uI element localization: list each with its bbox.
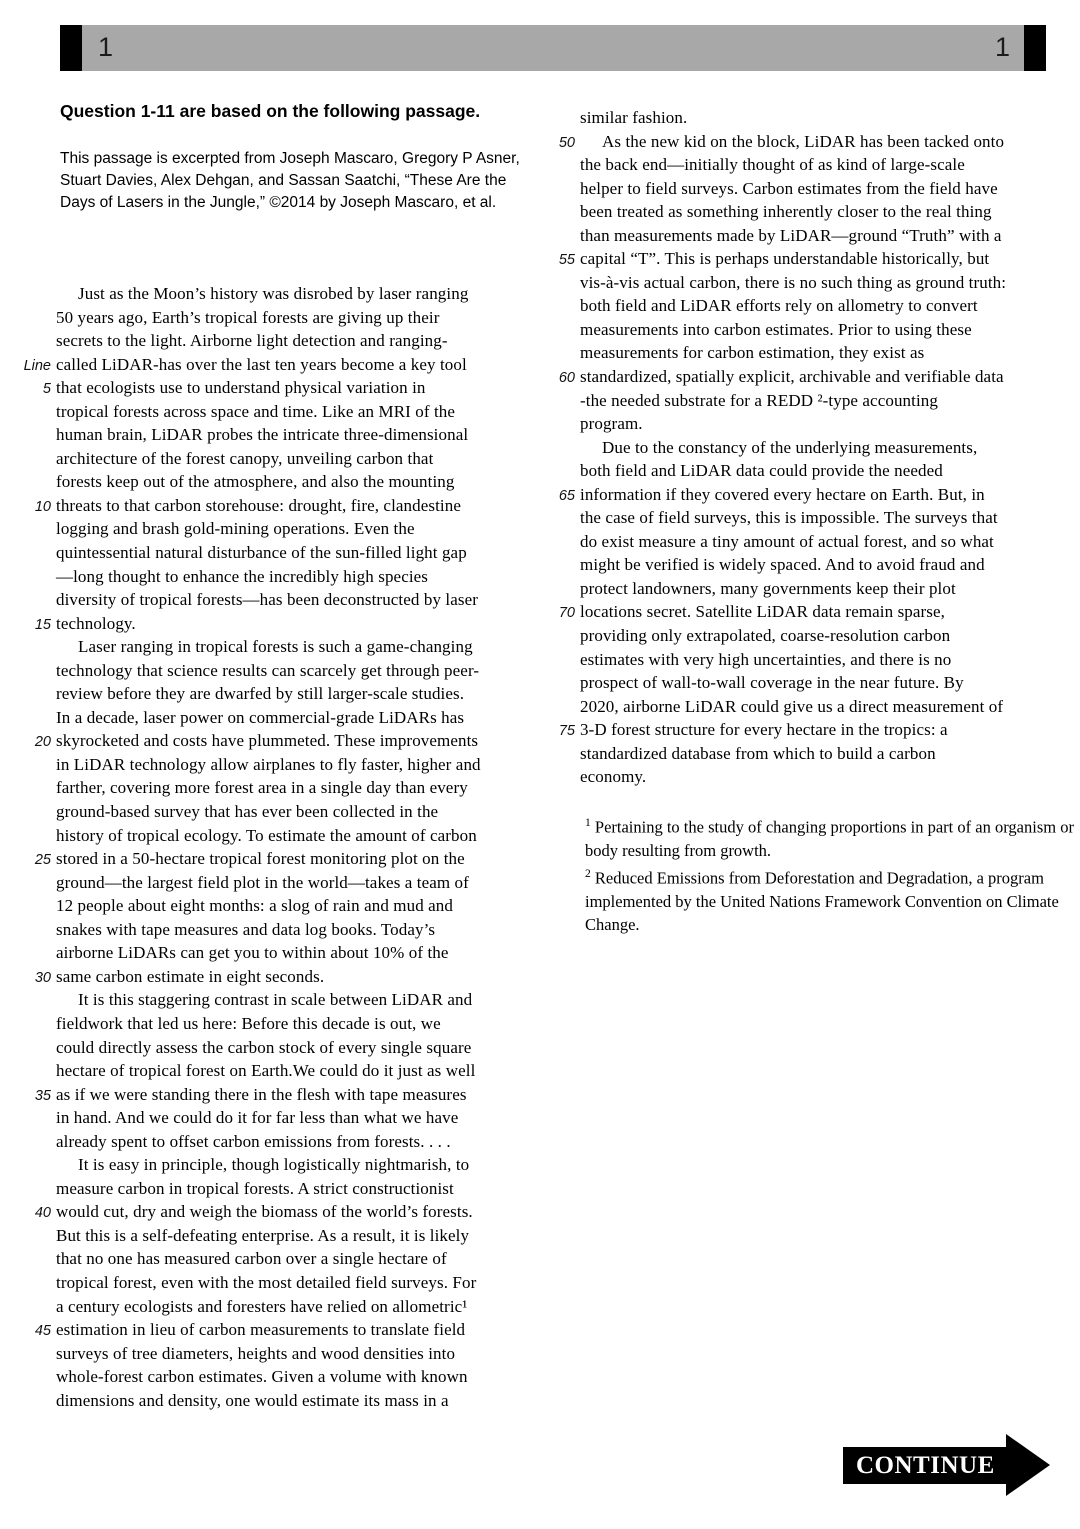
passage-line — [18, 590, 552, 614]
section-number-right: 1 — [994, 32, 1010, 62]
continue-button[interactable] — [843, 1434, 1050, 1496]
footnote-marker: 1 — [585, 817, 591, 829]
passage-line — [552, 485, 1080, 509]
passage-line — [552, 179, 1080, 203]
line-number: 15 — [34, 616, 51, 633]
passage-line — [18, 731, 552, 755]
passage-line — [18, 1061, 552, 1085]
passage-text: information if they covered every hectare on Earth. But, in — [580, 484, 985, 504]
passage-text: review before they are dwarfed by still larger-scale studies. — [56, 684, 465, 704]
passage-line — [18, 567, 552, 591]
passage-text: estimates with very high uncertainties, and there is no — [580, 649, 952, 669]
passage-line — [18, 1155, 552, 1179]
passage-text: In a decade, laser power on commercial-grade LiDARs has — [56, 707, 465, 727]
passage-line — [552, 555, 1080, 579]
passage-text: capital “T”. This is perhaps understandable historically, but — [580, 249, 990, 269]
line-number: 35 — [34, 1087, 51, 1104]
line-number: 10 — [34, 498, 51, 515]
passage-line — [552, 367, 1080, 391]
passage-line — [552, 414, 1080, 438]
passage-text: As the new kid on the block, LiDAR has been tacked onto — [602, 131, 1005, 151]
passage-line — [18, 543, 552, 567]
passage-text: that no one has measured carbon over a single hectare of — [56, 1249, 447, 1269]
passage-line — [18, 449, 552, 473]
passage-line — [18, 873, 552, 897]
passage-line — [18, 1038, 552, 1062]
passage-line — [18, 1014, 552, 1038]
passage-line — [18, 943, 552, 967]
passage-line — [552, 508, 1080, 532]
passage-line — [18, 1249, 552, 1273]
passage-line — [18, 378, 552, 402]
passage-line — [552, 673, 1080, 697]
passage-line — [552, 155, 1080, 179]
passage-line — [18, 708, 552, 732]
passage-text: ground—the largest field plot in the world—takes a team of — [56, 872, 469, 892]
section-number-left: 1 — [98, 32, 114, 62]
passage-text: protect landowners, many governments keep their plot — [580, 578, 956, 598]
passage-line — [552, 226, 1080, 250]
passage-text: whole-forest carbon estimates. Given a volume with known — [56, 1367, 468, 1387]
passage-text: similar fashion. — [580, 108, 688, 127]
line-number: 65 — [558, 487, 575, 504]
passage-text: both field and LiDAR efforts rely on allometry to convert — [580, 296, 978, 316]
passage-text: that ecologists use to understand physical variation in — [56, 378, 426, 398]
passage-line — [552, 202, 1080, 226]
passage-text: might be verified is widely spaced. And to avoid fraud and — [580, 555, 985, 575]
passage-text: surveys of tree diameters, heights and wood densities into — [56, 1343, 456, 1363]
passage-text: diversity of tropical forests—has been deconstructed by laser — [56, 590, 478, 610]
passage-line — [18, 472, 552, 496]
passage-text: skyrocketed and costs have plummeted. These improvements — [56, 731, 479, 751]
passage-text: Due to the constancy of the underlying measurements, — [602, 437, 978, 457]
footnote: $^2$ Reduced Emissions from Deforestation and Degradation, a program implemented by the United Nations Framework Convention on Climate Change. — [585, 867, 1059, 934]
passage-text: both field and LiDAR data could provide the needed — [580, 461, 943, 481]
passage-line — [18, 1085, 552, 1109]
passage-text: prospect of wall-to-wall coverage in the near future. By — [580, 673, 964, 693]
passage-text: logging and brash gold-mining operations. Even the — [56, 519, 415, 539]
passage-text: standardized database from which to build a carbon — [580, 743, 936, 763]
passage-text: —long thought to enhance the incredibly high species — [56, 566, 429, 586]
passage-line — [552, 744, 1080, 768]
passage-text: measurements into carbon estimates. Prior to using these — [580, 319, 972, 339]
passage-line — [18, 1391, 552, 1415]
passage-text: as if we were standing there in the flesh with tape measures — [56, 1084, 467, 1104]
footnote-marker: 2 — [585, 867, 591, 880]
passage-text: airborne LiDARs can get you to within about 10% of the — [56, 943, 449, 963]
passage-line — [552, 296, 1080, 320]
header-end-cap-left — [60, 25, 82, 71]
passage-line — [18, 967, 552, 991]
passage-text: ground-based survey that has ever been collected in the — [56, 802, 439, 822]
passage-line — [18, 402, 552, 426]
passage-line — [552, 108, 1080, 132]
line-number: 20 — [34, 734, 51, 751]
passage-text: architecture of the forest canopy, unveiling carbon that — [56, 448, 434, 468]
passage-line — [18, 1179, 552, 1203]
passage-line — [18, 355, 552, 379]
passage-line — [18, 826, 552, 850]
passage-text: standardized, spatially explicit, archivable and verifiable data — [580, 367, 1004, 387]
passage-line — [18, 849, 552, 873]
passage-text: program. — [580, 414, 643, 434]
line-number: 30 — [34, 969, 51, 986]
passage-text: secrets to the light. Airborne light detection and ranging- — [56, 331, 448, 351]
passage-text: technology that science results can scarcely get through peer- — [56, 660, 480, 680]
passage-line — [18, 614, 552, 638]
passage-text: in LiDAR technology allow airplanes to fly faster, higher and — [56, 754, 481, 774]
passage-line — [552, 391, 1080, 415]
passage-line — [552, 720, 1080, 744]
passage-text: quintessential natural disturbance of the sun-filled light gap — [56, 543, 467, 563]
passage-line — [552, 320, 1080, 344]
passage-text: stored in a 50-hectare tropical forest monitoring plot on the — [56, 849, 465, 869]
passage-text: It is easy in principle, though logistically nightmarish, to — [78, 1155, 470, 1175]
passage-text: human brain, LiDAR probes the intricate three-dimensional — [56, 425, 469, 445]
line-number: 55 — [558, 252, 575, 269]
passage-text: the back end—initially thought of as kind of large-scale — [580, 155, 965, 175]
passage-text: snakes with tape measures and data log books. Today’s — [56, 919, 436, 939]
passage-line — [552, 579, 1080, 603]
passage-line — [552, 532, 1080, 556]
passage-line — [18, 684, 552, 708]
passage-line — [552, 438, 1080, 462]
passage-text: Just as the Moon’s history was disrobed by laser ranging — [78, 284, 469, 303]
passage-text: economy. — [580, 767, 647, 787]
section-header-bar — [60, 25, 1046, 71]
passage-line — [552, 461, 1080, 485]
passage-text: tropical forest, even with the most detailed field surveys. For — [56, 1272, 477, 1292]
passage-text: a century ecologists and foresters have relied on allometric¹ — [56, 1296, 468, 1316]
line-number: 25 — [34, 852, 51, 869]
passage-line — [552, 626, 1080, 650]
passage-footnotes — [585, 812, 1080, 937]
passage-text: history of tropical ecology. To estimate the amount of carbon — [56, 825, 477, 845]
line-number: 70 — [558, 605, 575, 622]
passage-text: measurements for carbon estimation, they exist as — [580, 343, 925, 363]
passage-line — [552, 650, 1080, 674]
line-number: 40 — [34, 1205, 51, 1222]
passage-text: It is this staggering contrast in scale between LiDAR and — [78, 990, 473, 1010]
passage-right-column — [552, 108, 1080, 791]
passage-line — [18, 284, 552, 308]
passage-line — [552, 273, 1080, 297]
passage-line — [552, 343, 1080, 367]
passage-line — [18, 1344, 552, 1368]
passage-text: technology. — [56, 613, 136, 633]
passage-text: in hand. And we could do it for far less than what we have — [56, 1108, 459, 1128]
footnote: $^1$ Pertaining to the study of changing proportions in part of an organism or body resulting from growth. — [585, 817, 1074, 860]
passage-text: 50 years ago, Earth’s tropical forests are giving up their — [56, 307, 440, 327]
passage-text: vis-à-vis actual carbon, there is no such thing as ground truth: — [580, 272, 1007, 292]
passage-line — [552, 767, 1080, 791]
passage-text: forests keep out of the atmosphere, and also the mounting — [56, 472, 455, 492]
passage-text: helper to field surveys. Carbon estimates from the field have — [580, 178, 998, 198]
passage-line — [18, 896, 552, 920]
passage-text: 12 people about eight months: a slog of rain and mud and — [56, 896, 453, 916]
passage-line — [18, 1108, 552, 1132]
passage-text: same carbon estimate in eight seconds. — [56, 966, 325, 986]
passage-text: measure carbon in tropical forests. A strict constructionist — [56, 1178, 454, 1198]
passage-line — [18, 1320, 552, 1344]
passage-line — [18, 1202, 552, 1226]
passage-line — [18, 920, 552, 944]
passage-line — [552, 697, 1080, 721]
passage-text: tropical forests across space and time. Like an MRI of the — [56, 401, 456, 421]
passage-source-note: This passage is excerpted from Joseph Mascaro, Gregory P Asner, Stuart Davies, Alex Dehgan, and Sassan Saatchi, “These Are the Days of Lasers in the Jungle,” ©2014 by Joseph Mascaro, et al. — [60, 150, 520, 211]
passage-left-column — [18, 284, 552, 1414]
passage-text: 3-D forest structure for every hectare in the tropics: a — [580, 720, 948, 740]
passage-line — [18, 1367, 552, 1391]
passage-line — [18, 802, 552, 826]
passage-text: the case of field surveys, this is impossible. The surveys that — [580, 508, 998, 528]
passage-text: hectare of tropical forest on Earth.We could do it just as well — [56, 1061, 476, 1081]
passage-line — [552, 249, 1080, 273]
passage-text: called LiDAR-has over the last ten years become a key tool — [56, 354, 467, 374]
continue-label: CONTINUE — [843, 1447, 1008, 1484]
passage-line — [18, 519, 552, 543]
passage-text: farther, covering more forest area in a single day than every — [56, 778, 468, 798]
passage-line — [18, 1226, 552, 1250]
passage-text: But this is a self-defeating enterprise. As a result, it is likely — [56, 1225, 470, 1245]
passage-text: Laser ranging in tropical forests is such a game-changing — [78, 637, 473, 657]
passage-text: providing only extrapolated, coarse-resolution carbon — [580, 626, 951, 646]
line-number: 5 — [42, 381, 51, 398]
passage-line — [18, 637, 552, 661]
passage-line — [18, 331, 552, 355]
line-number: 75 — [558, 723, 575, 740]
passage-line — [18, 661, 552, 685]
passage-line — [18, 496, 552, 520]
passage-line — [18, 755, 552, 779]
passage-line — [18, 778, 552, 802]
continue-arrow-icon — [1006, 1434, 1050, 1496]
line-number: 50 — [558, 134, 575, 151]
line-number: 45 — [34, 1323, 51, 1340]
line-number: 60 — [558, 370, 575, 387]
passage-text: estimation in lieu of carbon measurements to translate field — [56, 1320, 466, 1340]
passage-text: already spent to offset carbon emissions from forests. . . . — [56, 1131, 451, 1151]
passage-line — [552, 132, 1080, 156]
passage-line — [18, 1297, 552, 1321]
passage-text: could directly assess the carbon stock of every single square — [56, 1037, 472, 1057]
passage-text: than measurements made by LiDAR—ground “Truth” with a — [580, 225, 1002, 245]
passage-line — [18, 425, 552, 449]
passage-directions-heading: Question 1-11 are based on the following passage. — [60, 101, 481, 121]
passage-text: locations secret. Satellite LiDAR data remain sparse, — [580, 602, 946, 622]
line-number: Line — [23, 357, 51, 374]
passage-line — [18, 990, 552, 1014]
passage-text: 2020, airborne LiDAR could give us a direct measurement of — [580, 696, 1004, 716]
passage-line — [18, 308, 552, 332]
passage-text: threats to that carbon storehouse: drought, fire, clandestine — [56, 495, 462, 515]
passage-line — [18, 1273, 552, 1297]
passage-line — [552, 602, 1080, 626]
passage-text: fieldwork that led us here: Before this decade is out, we — [56, 1013, 441, 1033]
header-end-cap-right — [1024, 25, 1046, 71]
passage-text: -the needed substrate for a REDD ²-type accounting — [580, 390, 938, 410]
passage-text: do exist measure a tiny amount of actual forest, and so what — [580, 531, 994, 551]
passage-text: dimensions and density, one would estimate its mass in a — [56, 1390, 449, 1410]
passage-text: would cut, dry and weigh the biomass of the world’s forests. — [56, 1202, 473, 1222]
passage-text: been treated as something inherently closer to the real thing — [580, 202, 992, 222]
passage-line — [18, 1132, 552, 1156]
